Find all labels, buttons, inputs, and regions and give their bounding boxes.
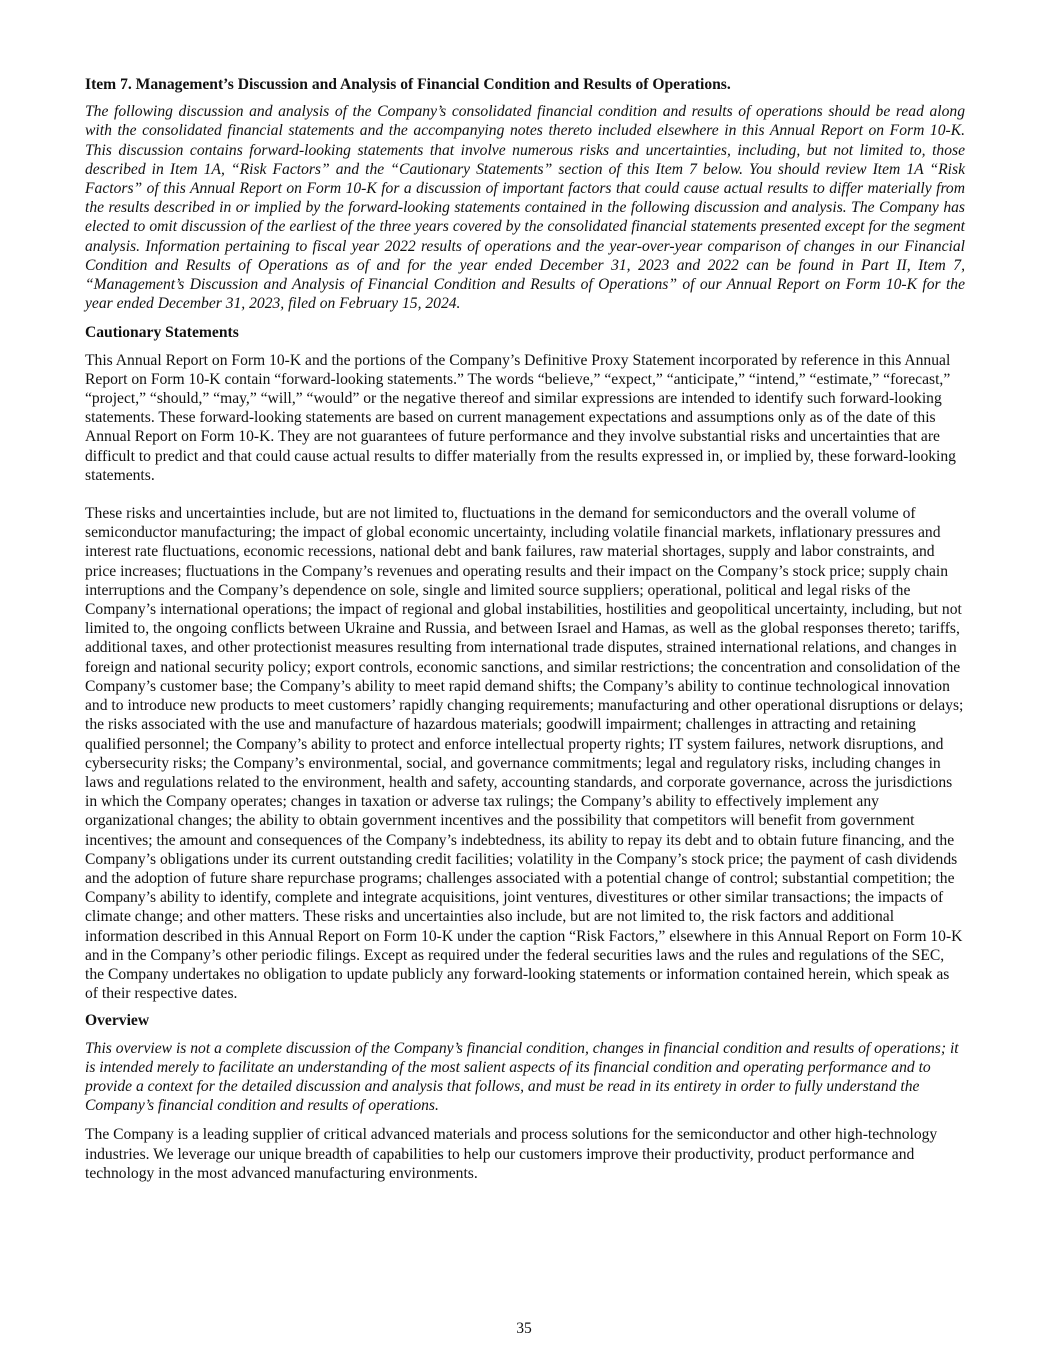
cautionary-paragraph-2: These risks and uncertainties include, but are not limited to, fluctuations in the demand for semiconductors and the overall volume of semiconductor manufacturing; the impact of global economic uncertainty, including volatile financial markets, inflationary pressures and interest rate fluctuations, economic recessions, national debt and bank failures, raw material shortages, supply and labor constraints, and price increases; fluctuations in the Company’s revenues and operating results and their impact on the Company’s stock price; supply chain interruptions and the Company’s dependence on sole, single and limited source suppliers; operational, political and legal risks of the Company’s international operations; the impact of regional and global instabilities, hostilities and geopolitical uncertainty, including, but not limited to, the ongoing conflicts between Ukraine and Russia, and between Israel and Hamas, as well as the global responses thereto; tariffs, additional taxes, and other protectionist measures resulting from international trade disputes, strained international relations, and changes in foreign and national security policy; export controls, economic sanctions, and similar restrictions; the concentration and consolidation of the Company’s customer base; the Company’s ability to meet rapid demand shifts; the Company’s ability to continue technological innovation and to introduce new products to meet customers’ rapidly changing requirements; manufacturing and other operational disruptions or delays; the risks associated with the use and manufacture of hazardous materials; goodwill impairment; challenges in attracting and retaining qualified personnel; the Company’s ability to protect and enforce intellectual property rights; IT system failures, network disruptions, and cybersecurity risks; the Company’s environmental, social, and governance commitments; legal and regulatory risks, including changes in laws and regulations related to the environment, health and safety, accounting standards, and corporate governance, across the jurisdictions in which the Company operates; changes in taxation or adverse tax rulings; the Company’s ability to effectively implement any organizational changes; the ability to obtain government incentives and the possibility that competitors will benefit from government incentives; the amount and consequences of the Company’s indebtedness, its ability to repay its debt and to obtain future financing, and the Company’s obligations under its current outstanding credit facilities; volatility in the Company’s stock price; the payment of cash dividends and the adoption of future share repurchase programs; challenges associated with a potential change of control; substantial competition; the Company’s ability to identify, complete and integrate acquisitions, joint ventures, divestitures or other similar transactions; the impacts of climate change; and other matters. These risks and uncertainties also include, but are not limited to, the risk factors and additional information described in this Annual Report on Form 10-K under the caption “Risk Factors,” elsewhere in this Annual Report on Form 10-K and in the Company’s other periodic filings. Except as required under the federal securities laws and the rules and regulations of the SEC, the Company undertakes no obligation to update publicly any forward-looking statements or information contained herein, which speak as of their respective dates. xyxy=(85,505,964,1003)
cautionary-heading: Cautionary Statements xyxy=(85,324,239,342)
overview-intro-paragraph: This overview is not a complete discussion of the Company’s financial condition, changes in financial condition and results of operations; it is intended merely to facilitate an understanding of the most salient aspects of its financial condition and operating performance and to provide a context for the detailed discussion and analysis that follows, and must be read in its entirety in order to fully understand the Company’s financial condition and results of operations. xyxy=(85,1039,959,1115)
document-body xyxy=(85,75,965,1183)
overview-heading: Overview xyxy=(85,1012,150,1030)
page-number: 35 xyxy=(516,1320,532,1337)
cautionary-paragraph-1: This Annual Report on Form 10-K and the portions of the Company’s Definitive Proxy Statement incorporated by reference in this Annual Report on Form 10-K contain “forward-looking statements.” The words “believe,” “expect,” “anticipate,” “intend,” “estimate,” “forecast,” “project,” “should,” “may,” “will,” “would” or the negative thereof and similar expressions are intended to identify such forward-looking statements. These forward-looking statements are based on current management expectations and assumptions only as of the date of this Annual Report on Form 10-K. They are not guarantees of future performance and they involve substantial risks and uncertainties that are difficult to predict and that could cause actual results to differ materially from the results expressed in, or implied by, these forward-looking statements. xyxy=(85,351,956,484)
section-heading-item-7: Item 7. Management’s Discussion and Analysis of Financial Condition and Results of Operations. xyxy=(85,76,731,93)
overview-paragraph-1: The Company is a leading supplier of critical advanced materials and process solutions for the semiconductor and other high-technology industries. We leverage our unique breadth of capabilities to help our customers improve their productivity, product performance and technology in the most advanced manufacturing environments. xyxy=(85,1126,938,1182)
intro-paragraph: The following discussion and analysis of the Company’s consolidated financial condition and results of operations should be read along with the consolidated financial statements and the accompanying notes thereto included elsewhere in this Annual Report on Form 10-K. This discussion contains forward-looking statements that involve numerous risks and uncertainties, including, but not limited to, those described in Item 1A, “Risk Factors” and the “Cautionary Statements” section of this Item 7 below. You should review Item 1A “Risk Factors” of this Annual Report on Form 10-K for a discussion of important factors that could cause actual results to differ materially from the results described in or implied by the forward-looking statements contained in the following discussion and analysis. The Company has elected to omit discussion of the earliest of the three years covered by the consolidated financial statements presented except for the segment analysis. Information pertaining to fiscal year 2022 results of operations and the year-over-year comparison of changes in our Financial Condition and Results of Operations as of and for the year ended December 31, 2023 and 2022 can be found in Part II, Item 7, “Management’s Discussion and Analysis of Financial Condition and Results of Operations” of our Annual Report on Form 10-K for the year ended December 31, 2023, filed on February 15, 2024. xyxy=(85,103,965,313)
